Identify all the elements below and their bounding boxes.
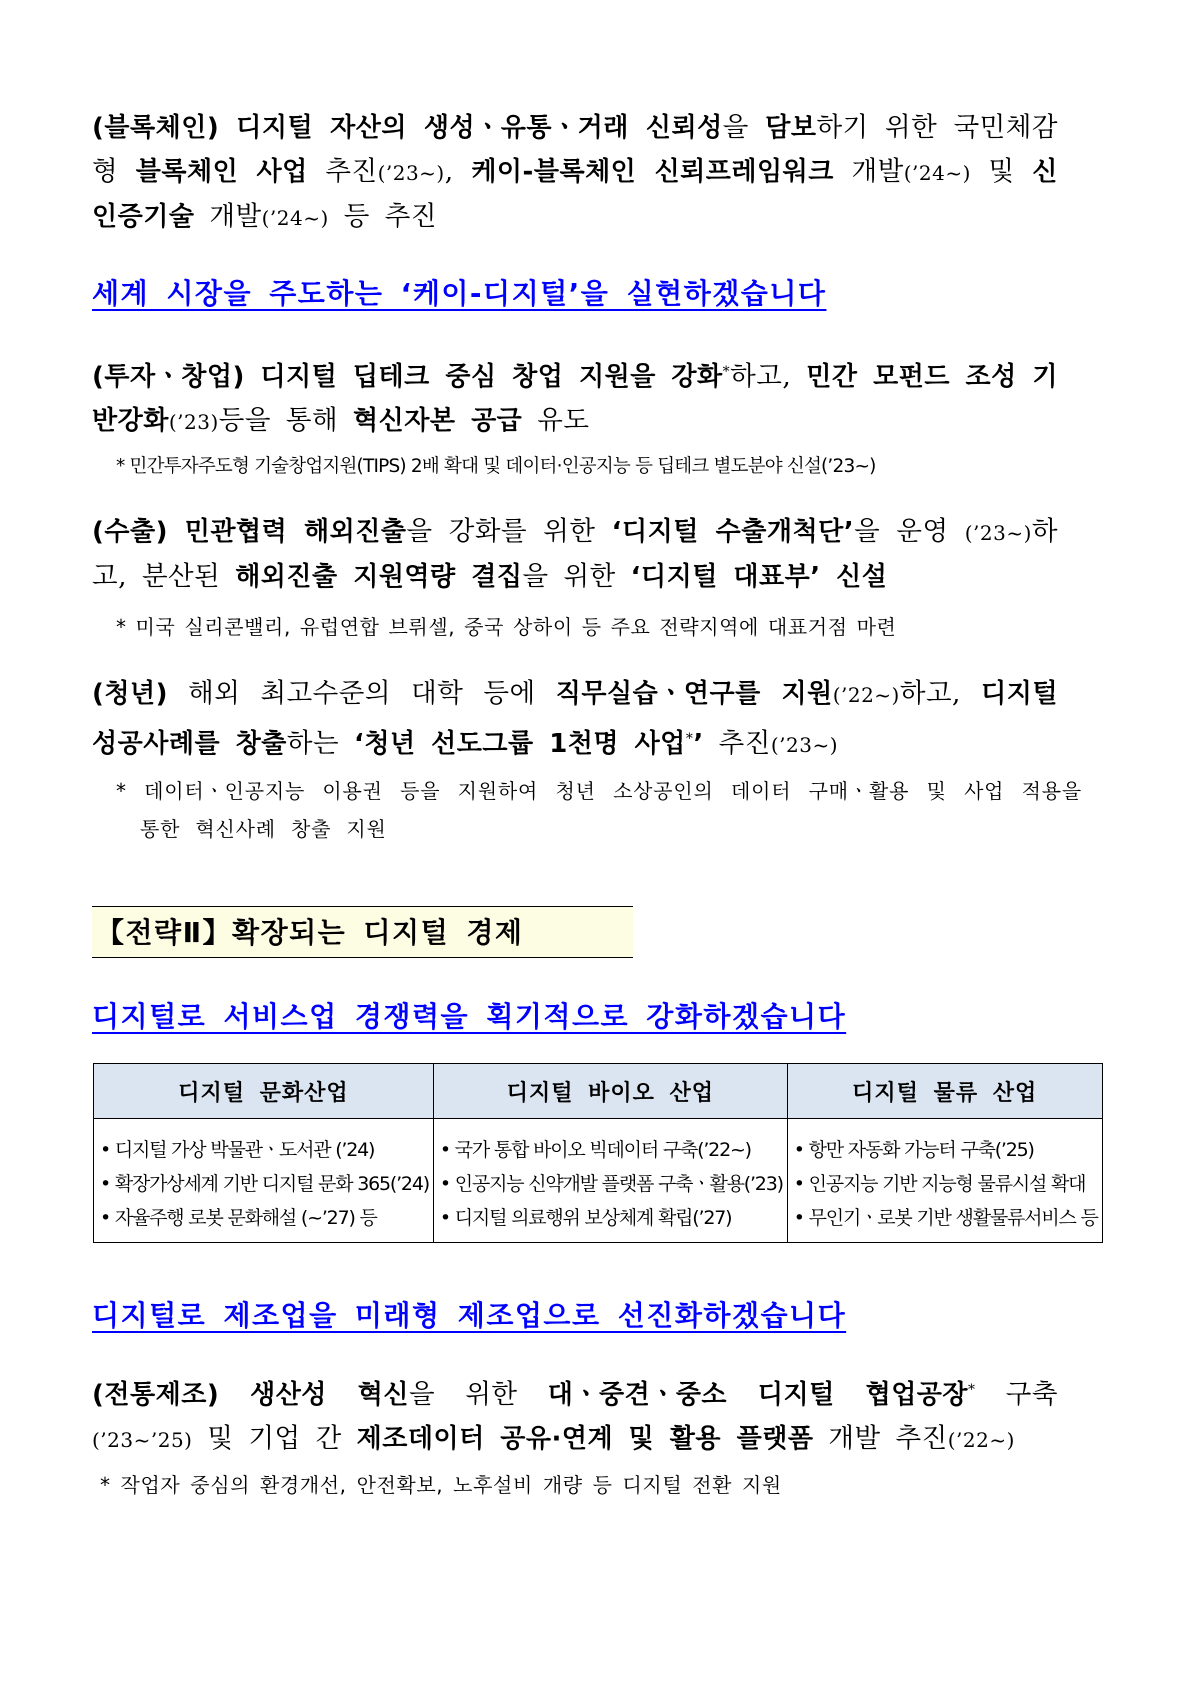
list-item: • 무인기ㆍ로봇 기반 생활물류서비스 등 [793, 1207, 1098, 1229]
footnote-youth: * 데이터ㆍ인공지능 이용권 등을 지원하여 청년 소상공인의 데이터 구매ㆍ활용 및 사업 적용을 통한 혁신사례 창출 지원 [116, 779, 1082, 841]
cell-culture [94, 1119, 434, 1243]
paragraph-manufacturing: (전통제조) 생산성 혁신을 위한 대ㆍ중견ㆍ중소 디지털 협업공장* 구축 (’23~’25) 및 기업 간 제조데이터 공유·연계 및 활용 플랫폼 개발 추진(’22~) [92, 1379, 1058, 1454]
header-logistics: 디지털 물류 산업 [787, 1064, 1102, 1119]
service-industry-table [93, 1063, 1103, 1243]
section-heading-service: 디지털로 서비스업 경쟁력을 획기적으로 강화하겠습니다 [92, 1000, 847, 1033]
table-header-row [94, 1064, 1103, 1119]
list-item: • 인공지능 신약개발 플랫폼 구축ㆍ활용(’23) [439, 1173, 783, 1195]
header-culture: 디지털 문화산업 [94, 1064, 434, 1119]
list-item: • 확장가상세계 기반 디지털 문화 365(’24) [100, 1173, 429, 1195]
table-row [94, 1119, 1103, 1243]
strategy-title-box: 【전략Ⅱ】확장되는 디지털 경제 [92, 906, 633, 958]
footnote-manufacturing: * 작업자 중심의 환경개선, 안전확보, 노후설비 개량 등 디지털 전환 지원 [100, 1473, 782, 1497]
bold-text: (블록체인) 디지털 자산의 생성ㆍ유통ㆍ거래 신뢰성 [92, 113, 723, 143]
footnote-export: * 미국 실리콘밸리, 유럽연합 브뤼셀, 중국 상하이 등 주요 전략지역에 대표거점 마련 [116, 615, 897, 639]
list-item: • 국가 통합 바이오 빅데이터 구축(’22~) [439, 1139, 751, 1161]
paragraph-blockchain: (블록체인) 디지털 자산의 생성ㆍ유통ㆍ거래 신뢰성을 담보하기 위한 국민체감형 블록체인 사업 추진(’23~), 케이-블록체인 신뢰프레임워크 개발(’24~) 및 신 인증기술 개발(’24~) 등 추진 [92, 112, 1058, 232]
paragraph-youth: (청년) 해외 최고수준의 대학 등에 직무실습ㆍ연구를 지원(’22~)하고, 디지털 성공사례를 창출하는 ‘청년 선도그룹 1천명 사업*’ 추진(’23~) [92, 678, 1058, 759]
list-item: • 디지털 가상 박물관ㆍ도서관 (’24) [100, 1139, 375, 1161]
list-item: • 항만 자동화 가능터 구축(’25) [793, 1139, 1034, 1161]
list-item: • 디지털 의료행위 보상체계 확립(’27) [439, 1207, 732, 1229]
cell-bio [433, 1119, 787, 1243]
header-bio: 디지털 바이오 산업 [433, 1064, 787, 1119]
list-item: • 인공지능 기반 지능형 물류시설 확대 [793, 1173, 1086, 1195]
paragraph-export: (수출) 민관협력 해외진출을 강화를 위한 ‘디지털 수출개척단’을 운영 (’23~)하고, 분산된 해외진출 지원역량 결집을 위한 ‘디지털 대표부’ 신설 [92, 516, 1059, 592]
paragraph-investment: (투자ㆍ창업) 디지털 딥테크 중심 창업 지원을 강화*하고, 민간 모펀드 조성 기반강화(’23)등을 통해 혁신자본 공급 유도 [92, 361, 1058, 436]
footnote-tips: * 민간투자주도형 기술창업지원(TIPS) 2배 확대 및 데이터·인공지능 등 딥테크 별도분야 신설(’23~) [116, 456, 876, 477]
cell-logistics [787, 1119, 1102, 1243]
list-item: • 자율주행 로봇 문화해설 (~’27) 등 [100, 1207, 377, 1229]
section-heading-manufacturing: 디지털로 제조업을 미래형 제조업으로 선진화하겠습니다 [92, 1299, 847, 1332]
section-heading-k-digital: 세계 시장을 주도하는 ‘케이-디지털’을 실현하겠습니다 [92, 277, 827, 310]
